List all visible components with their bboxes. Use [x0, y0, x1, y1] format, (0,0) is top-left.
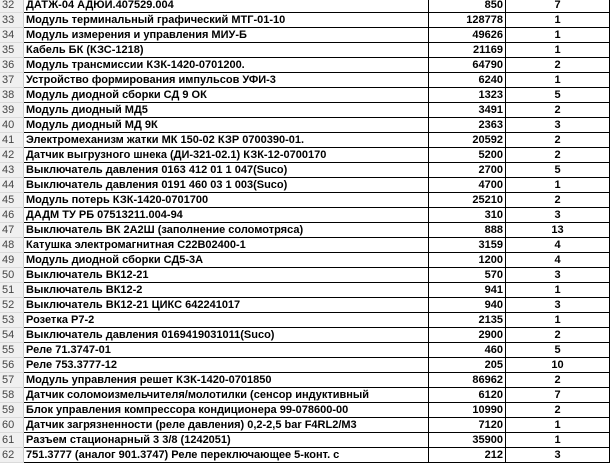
item-name-cell[interactable]: Датчик загрязненности (реле давления) 0,2-2,5 bar F4RL2/M3 [24, 418, 429, 433]
row-number-header[interactable]: 57 [0, 373, 24, 388]
table-row [0, 103, 610, 118]
row-number-header[interactable]: 49 [0, 253, 24, 268]
row-number-header[interactable]: 35 [0, 43, 24, 58]
quantity-cell[interactable]: 10 [506, 358, 610, 373]
table-row [0, 358, 610, 373]
quantity-cell[interactable]: 2 [506, 148, 610, 163]
table-row [0, 208, 610, 223]
item-name-cell[interactable]: Электромеханизм жатки МК 150-02 КЗР 0700390-01. [24, 133, 429, 148]
price-cell[interactable]: 205 [429, 358, 506, 373]
quantity-cell[interactable]: 2 [506, 193, 610, 208]
price-cell[interactable]: 2363 [429, 118, 506, 133]
table-row [0, 403, 610, 418]
table-row [0, 433, 610, 448]
item-name-cell[interactable]: Модуль управления решет КЗК-1420-0701850 [24, 373, 429, 388]
item-name-cell[interactable]: Модуль диодный МД 9К [24, 118, 429, 133]
quantity-cell[interactable]: 5 [506, 88, 610, 103]
price-cell[interactable]: 5200 [429, 148, 506, 163]
quantity-cell[interactable]: 3 [506, 118, 610, 133]
price-cell[interactable]: 941 [429, 283, 506, 298]
table-row [0, 58, 610, 73]
row-number-header[interactable]: 55 [0, 343, 24, 358]
item-name-cell[interactable]: Кабель БК (КЗС-1218) [24, 43, 429, 58]
quantity-cell[interactable]: 2 [506, 133, 610, 148]
item-name-cell[interactable]: Модуль потерь КЗК-1420-0701700 [24, 193, 429, 208]
price-cell[interactable]: 2900 [429, 328, 506, 343]
price-cell[interactable]: 6120 [429, 388, 506, 403]
table-row [0, 343, 610, 358]
table-row [0, 313, 610, 328]
table-row [0, 448, 610, 463]
item-name-cell[interactable]: Выключатель давления 0169419031011(Suco) [24, 328, 429, 343]
table-row [0, 28, 610, 43]
quantity-cell[interactable]: 1 [506, 313, 610, 328]
row-number-header[interactable]: 52 [0, 298, 24, 313]
table-row [0, 13, 610, 28]
item-name-cell[interactable]: 751.3777 (аналог 901.3747) Реле переключающее 5-конт. с [24, 448, 429, 463]
row-number-header[interactable]: 33 [0, 13, 24, 28]
row-number-header[interactable]: 62 [0, 448, 24, 463]
item-name-cell[interactable]: Реле 71.3747-01 [24, 343, 429, 358]
price-cell[interactable]: 888 [429, 223, 506, 238]
price-cell[interactable]: 128778 [429, 13, 506, 28]
row-number-header[interactable]: 50 [0, 268, 24, 283]
table-row [0, 373, 610, 388]
row-number-header[interactable]: 44 [0, 178, 24, 193]
table-row [0, 298, 610, 313]
item-name-cell[interactable]: Модуль трансмиссии КЗК-1420-0701200. [24, 58, 429, 73]
price-cell[interactable]: 1323 [429, 88, 506, 103]
quantity-cell[interactable]: 3 [506, 208, 610, 223]
item-name-cell[interactable]: Модуль терминальный графический МТГ-01-10 [24, 13, 429, 28]
price-cell[interactable]: 25210 [429, 193, 506, 208]
quantity-cell[interactable]: 3 [506, 268, 610, 283]
price-cell[interactable]: 570 [429, 268, 506, 283]
quantity-cell[interactable]: 1 [506, 43, 610, 58]
row-number-header[interactable]: 42 [0, 148, 24, 163]
item-name-cell[interactable]: Выключатель ВК 2А2Ш (заполнение соломотряса) [24, 223, 429, 238]
quantity-cell[interactable]: 5 [506, 343, 610, 358]
price-cell[interactable]: 2135 [429, 313, 506, 328]
table-row [0, 73, 610, 88]
table-row [0, 253, 610, 268]
price-cell[interactable]: 49626 [429, 28, 506, 43]
price-cell[interactable]: 7120 [429, 418, 506, 433]
table-row [0, 238, 610, 253]
price-cell[interactable]: 212 [429, 448, 506, 463]
quantity-cell[interactable]: 1 [506, 418, 610, 433]
quantity-cell[interactable]: 3 [506, 448, 610, 463]
item-name-cell[interactable]: Модуль измерения и управления МИУ-Б [24, 28, 429, 43]
quantity-cell[interactable]: 3 [506, 298, 610, 313]
item-name-cell[interactable]: Разъем стационарный 3 3/8 (1242051) [24, 433, 429, 448]
row-number-header[interactable]: 39 [0, 103, 24, 118]
quantity-cell[interactable]: 1 [506, 28, 610, 43]
price-cell[interactable]: 850 [429, 0, 506, 13]
row-number-header[interactable]: 38 [0, 88, 24, 103]
item-name-cell[interactable]: Датчик соломоизмельчителя/молотилки (сенсор индуктивный [24, 388, 429, 403]
quantity-cell[interactable]: 2 [506, 103, 610, 118]
quantity-cell[interactable]: 7 [506, 0, 610, 13]
item-name-cell[interactable]: Выключатель ВК12-2 [24, 283, 429, 298]
table-row [0, 0, 610, 13]
quantity-cell[interactable]: 1 [506, 73, 610, 88]
row-number-header[interactable]: 56 [0, 358, 24, 373]
table-row [0, 268, 610, 283]
item-name-cell[interactable]: Выключатель давления 0191 460 03 1 003(Suco) [24, 178, 429, 193]
price-cell[interactable]: 86962 [429, 373, 506, 388]
row-number-header[interactable]: 32 [0, 0, 24, 13]
item-name-cell[interactable]: ДАТЖ-04 АДЮИ.407529.004 [24, 0, 429, 13]
row-number-header[interactable]: 58 [0, 388, 24, 403]
price-cell[interactable]: 3159 [429, 238, 506, 253]
price-cell[interactable]: 940 [429, 298, 506, 313]
price-cell[interactable]: 6240 [429, 73, 506, 88]
row-number-header[interactable]: 53 [0, 313, 24, 328]
quantity-cell[interactable]: 2 [506, 328, 610, 343]
price-cell[interactable]: 2700 [429, 163, 506, 178]
table-row [0, 133, 610, 148]
item-name-cell[interactable]: Выключатель давления 0163 412 01 1 047(Suco) [24, 163, 429, 178]
quantity-cell[interactable]: 1 [506, 178, 610, 193]
quantity-cell[interactable]: 13 [506, 223, 610, 238]
item-name-cell[interactable]: Реле 753.3777-12 [24, 358, 429, 373]
row-number-header[interactable]: 61 [0, 433, 24, 448]
table-row [0, 178, 610, 193]
item-name-cell[interactable]: Выключатель ВК12-21 ЦИКС 642241017 [24, 298, 429, 313]
row-number-header[interactable]: 37 [0, 73, 24, 88]
table-row [0, 418, 610, 433]
row-number-header[interactable]: 54 [0, 328, 24, 343]
item-name-cell[interactable]: Устройство формирования импульсов УФИ-3 [24, 73, 429, 88]
quantity-cell[interactable]: 1 [506, 433, 610, 448]
item-name-cell[interactable]: Розетка Р7-2 [24, 313, 429, 328]
price-cell[interactable]: 4700 [429, 178, 506, 193]
item-name-cell[interactable]: Модуль диодной сборки СД 9 ОК [24, 88, 429, 103]
table-row [0, 283, 610, 298]
item-name-cell[interactable]: Блок управления компрессора кондиционера 99-078600-00 [24, 403, 429, 418]
row-number-header[interactable]: 43 [0, 163, 24, 178]
price-cell[interactable]: 20592 [429, 133, 506, 148]
price-cell[interactable]: 460 [429, 343, 506, 358]
price-cell[interactable]: 35900 [429, 433, 506, 448]
row-number-header[interactable]: 40 [0, 118, 24, 133]
price-cell[interactable]: 21169 [429, 43, 506, 58]
item-name-cell[interactable]: Выключатель ВК12-21 [24, 268, 429, 283]
row-number-header[interactable]: 60 [0, 418, 24, 433]
row-number-header[interactable]: 48 [0, 238, 24, 253]
table-row [0, 193, 610, 208]
price-cell[interactable]: 1200 [429, 253, 506, 268]
item-name-cell[interactable]: Модуль диодной сборки СД5-3А [24, 253, 429, 268]
quantity-cell[interactable]: 5 [506, 163, 610, 178]
row-number-header[interactable]: 51 [0, 283, 24, 298]
price-cell[interactable]: 310 [429, 208, 506, 223]
row-number-header[interactable]: 47 [0, 223, 24, 238]
table-row [0, 328, 610, 343]
table-row [0, 163, 610, 178]
price-cell[interactable]: 10990 [429, 403, 506, 418]
price-cell[interactable]: 64790 [429, 58, 506, 73]
item-name-cell[interactable]: Катушка электромагнитная С22В02400-1 [24, 238, 429, 253]
table-row [0, 388, 610, 403]
row-number-header[interactable]: 59 [0, 403, 24, 418]
row-number-header[interactable]: 34 [0, 28, 24, 43]
item-name-cell[interactable]: Датчик выгрузного шнека (ДИ-321-02.1) КЗК-12-0700170 [24, 148, 429, 163]
quantity-cell[interactable]: 2 [506, 58, 610, 73]
quantity-cell[interactable]: 2 [506, 403, 610, 418]
table-row [0, 43, 610, 58]
quantity-cell[interactable]: 4 [506, 253, 610, 268]
quantity-cell[interactable]: 7 [506, 388, 610, 403]
quantity-cell[interactable]: 4 [506, 238, 610, 253]
quantity-cell[interactable]: 2 [506, 373, 610, 388]
item-name-cell[interactable]: Модуль диодный МД5 [24, 103, 429, 118]
table-row [0, 118, 610, 133]
row-number-header[interactable]: 45 [0, 193, 24, 208]
table-row [0, 88, 610, 103]
quantity-cell[interactable]: 1 [506, 13, 610, 28]
table-row [0, 223, 610, 238]
table-row [0, 148, 610, 163]
row-number-header[interactable]: 46 [0, 208, 24, 223]
row-number-header[interactable]: 36 [0, 58, 24, 73]
quantity-cell[interactable]: 1 [506, 283, 610, 298]
item-name-cell[interactable]: ДАДМ ТУ РБ 07513211.004-94 [24, 208, 429, 223]
row-number-header[interactable]: 41 [0, 133, 24, 148]
price-cell[interactable]: 3491 [429, 103, 506, 118]
